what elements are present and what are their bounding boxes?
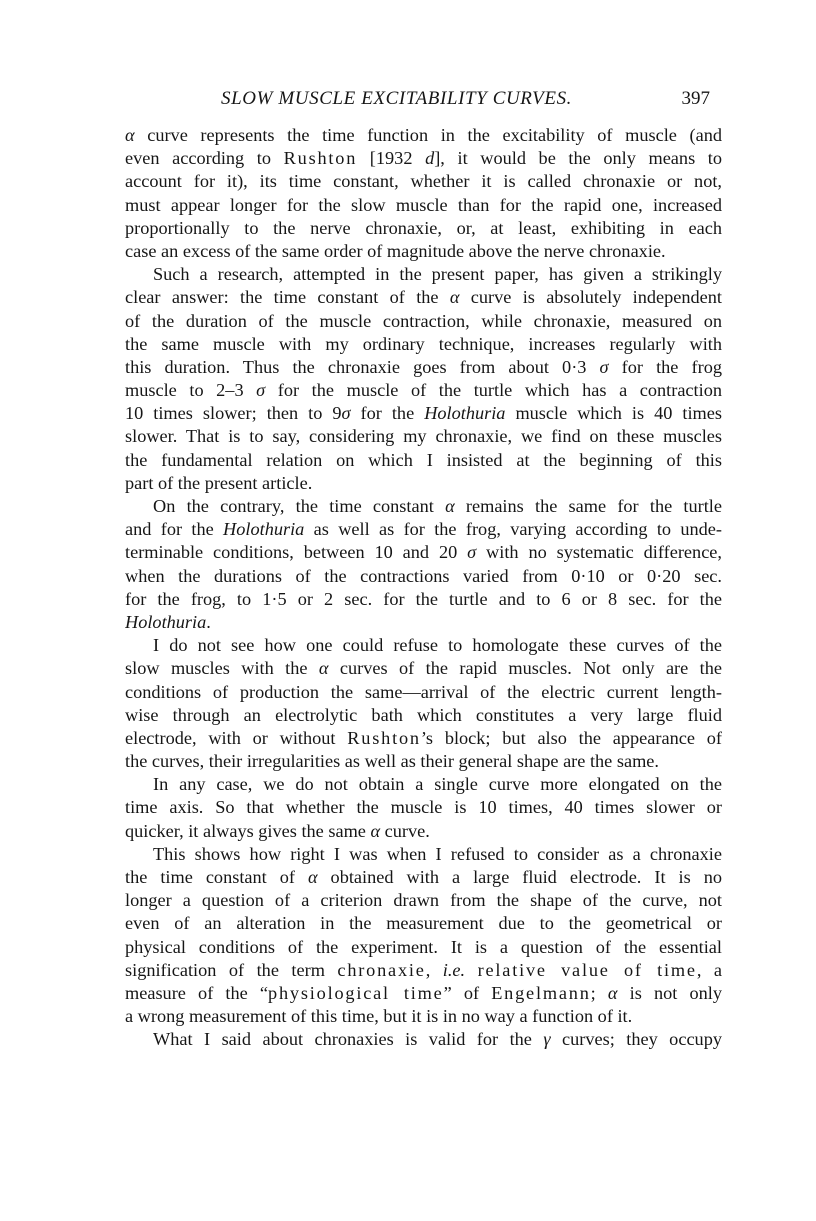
greek-symbol: σ — [599, 356, 609, 377]
italic-text: i.e. — [442, 959, 466, 980]
text-run: . — [206, 611, 211, 632]
text-run: longer a question of a criterion drawn from the shape of the curve, not — [125, 890, 722, 911]
text-run: when the durations of the contractions varied from 0·10 or 0·20 sec. — [125, 565, 722, 586]
text-run — [465, 960, 478, 980]
spaced-text: Rushton — [347, 727, 421, 748]
spaced-text: Engelmann — [491, 982, 591, 1003]
text-run: for the frog — [608, 356, 722, 377]
text-run: part of the present article. — [125, 472, 313, 493]
text-run: the same muscle with my ordinary technique, increases regularly with — [125, 333, 722, 354]
running-title: SLOW MUSCLE EXCITABILITY CURVES. — [221, 88, 573, 109]
text-run: of the duration of the muscle contraction, while chronaxie, measured on — [125, 310, 722, 331]
text-line — [125, 843, 722, 866]
text-run: curve represents the time function in the excitability of muscle (and — [134, 125, 722, 145]
text-line — [125, 518, 722, 541]
text-run: time axis. So that whether the muscle is 10 times, 40 times slower or — [125, 797, 722, 818]
spaced-text: physiological time — [268, 982, 444, 1003]
text-run: a wrong measurement of this time, but it is in no way a function of it. — [125, 1006, 633, 1027]
text-run: curve is absolutely independent — [459, 287, 722, 308]
page-number: 397 — [681, 88, 710, 109]
text-line — [125, 657, 722, 680]
paragraph — [125, 773, 722, 843]
paragraph — [125, 124, 722, 263]
italic-text: d — [425, 148, 435, 169]
text-line — [125, 982, 722, 1005]
text-run: physical conditions of the experiment. It is a question of the essential — [125, 936, 722, 957]
text-run: is not only — [617, 982, 722, 1003]
text-run: [1932 — [357, 148, 426, 169]
text-run: account for it), its time constant, whether it is called chronaxie or not, — [125, 171, 722, 192]
greek-symbol: α — [307, 867, 318, 887]
text-run: with no systematic difference, — [476, 542, 722, 563]
text-run: obtained with a large fluid electrode. It is no — [317, 867, 722, 887]
text-line — [125, 425, 722, 448]
greek-symbol: α — [449, 287, 460, 308]
text-line — [125, 356, 722, 379]
text-run: muscle to 2–3 — [125, 380, 257, 401]
text-run: slow muscles with the — [125, 658, 319, 679]
text-run: curve. — [380, 820, 430, 841]
running-head — [125, 88, 722, 118]
text-line — [125, 588, 722, 611]
text-line — [125, 286, 722, 309]
text-run: for the — [350, 403, 425, 424]
text-line — [125, 889, 722, 912]
spaced-text: Rushton — [283, 148, 358, 169]
text-run: the fundamental relation on which I insisted at the beginning of this — [125, 449, 722, 470]
greek-symbol: σ — [467, 542, 477, 563]
text-line — [125, 959, 722, 982]
text-line — [125, 727, 722, 750]
greek-symbol: α — [318, 658, 329, 679]
text-run: wise through an electrolytic bath which constitutes a very large fluid — [125, 704, 722, 725]
greek-symbol: σ — [341, 403, 351, 424]
text-run: this duration. Thus the chronaxie goes from about 0·3 — [125, 356, 600, 377]
text-run: and for the — [125, 519, 224, 540]
text-run: must appear longer for the slow muscle than for the rapid one, increased — [125, 194, 722, 215]
text-run: muscle which is 40 times — [505, 403, 722, 424]
italic-text: Holothuria — [125, 611, 207, 632]
text-run: proportionally to the nerve chronaxie, or, at least, exhibiting in each — [125, 217, 722, 238]
text-run: the curves, their irregularities as well as their general shape are the same. — [125, 751, 659, 772]
text-run: In any case, we do not obtain a single curve more elongated on the — [153, 774, 722, 795]
paragraph — [125, 843, 722, 1029]
spaced-text: chronaxie — [337, 959, 426, 980]
paragraph — [125, 634, 722, 773]
text-line — [125, 796, 722, 819]
text-run: , — [425, 959, 443, 980]
greek-symbol: α — [607, 982, 618, 1003]
text-line — [125, 704, 722, 727]
text-run: clear answer: the time constant of the — [125, 287, 450, 308]
text-line — [125, 217, 722, 240]
greek-symbol: α — [125, 125, 135, 145]
greek-symbol: γ — [543, 1029, 551, 1050]
text-run: case an excess of the same order of magnitude above the nerve chronaxie. — [125, 240, 666, 261]
text-run: curves of the rapid muscles. Not only are the — [328, 658, 722, 679]
text-line — [125, 866, 722, 889]
text-run: slower. That is to say, considering my chronaxie, we find on these muscles — [125, 426, 722, 447]
text-run: conditions of production the same—arrival of the electric current length- — [125, 681, 722, 702]
text-line — [125, 333, 722, 356]
text-line — [125, 611, 722, 634]
text-run: , a — [696, 959, 722, 980]
text-line — [125, 194, 722, 217]
text-run: ’s block; but also the appearance of — [420, 727, 722, 748]
text-line — [125, 634, 722, 657]
text-run: electrode, with or without — [125, 727, 348, 748]
italic-text: Holothuria — [424, 403, 506, 424]
text-run: ” of — [443, 982, 492, 1003]
text-line — [125, 124, 722, 147]
text-run: ; — [590, 982, 608, 1003]
text-line — [125, 170, 722, 193]
text-run: remains the same for the turtle — [454, 496, 722, 516]
text-line — [125, 750, 722, 773]
greek-symbol: α — [445, 496, 455, 516]
text-run: curves; they occupy — [550, 1029, 722, 1050]
text-line — [125, 263, 722, 286]
greek-symbol: α — [370, 820, 381, 841]
greek-symbol: σ — [256, 380, 266, 401]
text-run: even of an alteration in the measurement due to the geometrical or — [125, 913, 722, 934]
text-run: measure of the “ — [125, 982, 269, 1003]
text-line — [125, 240, 722, 263]
text-run: What I said about chronaxies is valid for the — [153, 1029, 544, 1050]
text-run: quicker, it always gives the same — [125, 820, 371, 841]
page — [125, 88, 722, 1052]
text-line — [125, 565, 722, 588]
text-line — [125, 402, 722, 425]
text-line — [125, 310, 722, 333]
text-line — [125, 912, 722, 935]
text-line — [125, 1005, 722, 1028]
paragraph — [125, 1028, 722, 1051]
text-line — [125, 379, 722, 402]
text-line — [125, 1028, 722, 1051]
paragraph — [125, 263, 722, 495]
text-line — [125, 773, 722, 796]
text-line — [125, 681, 722, 704]
text-line — [125, 449, 722, 472]
text-run: signification of the term — [125, 959, 338, 980]
text-run: 10 times slower; then to 9 — [125, 403, 342, 424]
text-run: Such a research, attempted in the present paper, has given a strikingly — [153, 264, 722, 285]
text-line — [125, 541, 722, 564]
text-run: for the frog, to 1·5 or 2 sec. for the turtle and to 6 or 8 sec. for the — [125, 588, 722, 609]
paragraph — [125, 495, 722, 634]
text-line — [125, 936, 722, 959]
text-run: the time constant of — [125, 867, 308, 887]
text-line — [125, 472, 722, 495]
text-run: ], it would be the only means to — [434, 148, 722, 169]
text-run: On the contrary, the time constant — [153, 496, 446, 516]
text-line — [125, 147, 722, 170]
text-run: terminable conditions, between 10 and 20 — [125, 542, 468, 563]
text-run: as well as for the frog, varying according to unde- — [304, 519, 722, 540]
spaced-text: relative value of time — [477, 959, 697, 980]
text-run: even according to — [125, 148, 284, 169]
text-run: This shows how right I was when I refused to consider as a chronaxie — [153, 843, 722, 864]
text-run: I do not see how one could refuse to homologate these curves of the — [153, 635, 722, 656]
text-line — [125, 820, 722, 843]
text-run: for the muscle of the turtle which has a contraction — [265, 380, 722, 401]
italic-text: Holothuria — [223, 519, 305, 540]
text-line — [125, 495, 722, 518]
body-text — [125, 124, 722, 1052]
